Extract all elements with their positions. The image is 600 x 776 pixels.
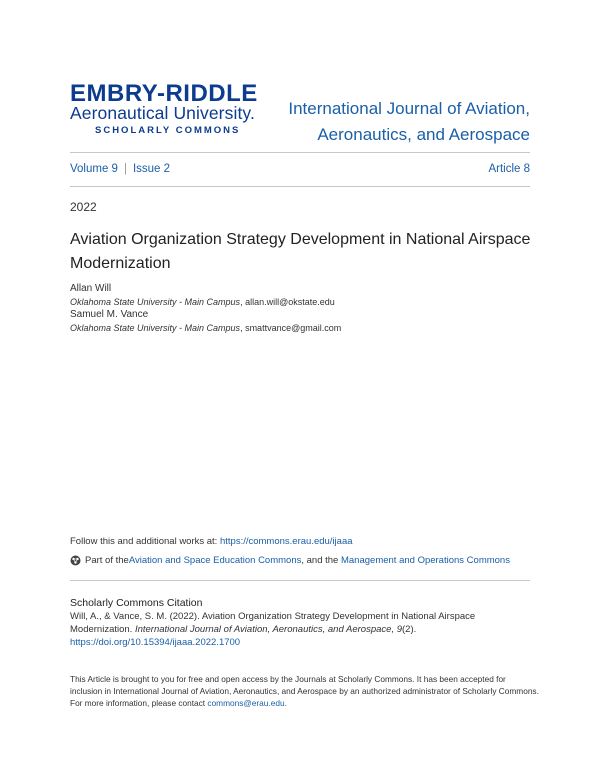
author-affiliation: Oklahoma State University - Main Campus [70, 296, 241, 307]
contact-email-link[interactable]: commons@erau.edu [207, 698, 285, 708]
notice-end: . [284, 698, 287, 708]
logo-scholarly-commons: SCHOLARLY COMMONS [95, 125, 241, 136]
article-link[interactable]: Article 8 [488, 163, 530, 175]
divider-top [70, 152, 530, 153]
author-email: , smattvance@gmail.com [240, 322, 342, 333]
article-title: Aviation Organization Strategy Development in National Airspace Modernization [70, 231, 531, 272]
citation-journal: International Journal of Aviation, Aeronautics, and Aerospace, 9 [134, 623, 403, 635]
author-affiliation-row [70, 322, 341, 336]
author-name: Allan Will [70, 283, 112, 294]
volume-link[interactable]: Volume 9 [70, 163, 118, 175]
publication-year: 2022 [70, 200, 97, 214]
author-affiliation-row [70, 296, 341, 310]
separator: | [123, 163, 127, 175]
journal-title-line2: Aeronautics, and Aerospace [317, 125, 530, 144]
aviation-space-education-commons-link[interactable]: Aviation and Space Education Commons [128, 555, 302, 566]
notice-text: This Article is brought to you for free and open access by the Journals at Scholarly Commons. It has been accepted for inclusion in International Journal of Aviation, Aeronautics, and Aerospace by an authorized administrator of Scholarly Commons. For more information, please contact [70, 674, 539, 708]
author-name: Samuel M. Vance [70, 309, 149, 320]
divider-issue [70, 186, 530, 187]
journal-title-line1: International Journal of Aviation, [288, 99, 530, 118]
follow-text: Follow this and additional works at: [70, 536, 220, 547]
volume-issue-row [70, 163, 170, 175]
logo-aeronautical-university: Aeronautical University. [70, 103, 255, 123]
part-of-prefix: Part of the [85, 555, 129, 566]
access-notice [70, 673, 540, 709]
citation-body [70, 611, 540, 649]
citation-text: Will, A., & Vance, S. M. (2022). Aviation Organization Strategy Development in National Airspace Modernization. [70, 611, 476, 635]
journal-title[interactable] [288, 96, 530, 148]
logo-embry-riddle: EMBRY-RIDDLE [70, 80, 258, 107]
management-operations-commons-link[interactable]: Management and Operations Commons [340, 555, 510, 566]
follow-link[interactable]: https://commons.erau.edu/ijaaa [219, 536, 353, 547]
part-of-line [70, 555, 510, 566]
issue-link[interactable]: Issue 2 [132, 163, 171, 175]
citation-issue: (2). [402, 623, 417, 635]
follow-line [70, 536, 353, 547]
divider-citation [70, 580, 530, 581]
network-icon [70, 555, 81, 566]
author-affiliation: Oklahoma State University - Main Campus [70, 322, 241, 333]
part-of-middle: , and the [301, 555, 341, 566]
doi-link[interactable]: https://doi.org/10.15394/ijaaa.2022.1700 [70, 636, 241, 648]
authors-block [70, 283, 341, 335]
author-email: , allan.will@okstate.edu [240, 296, 335, 307]
citation-heading: Scholarly Commons Citation [70, 597, 203, 609]
